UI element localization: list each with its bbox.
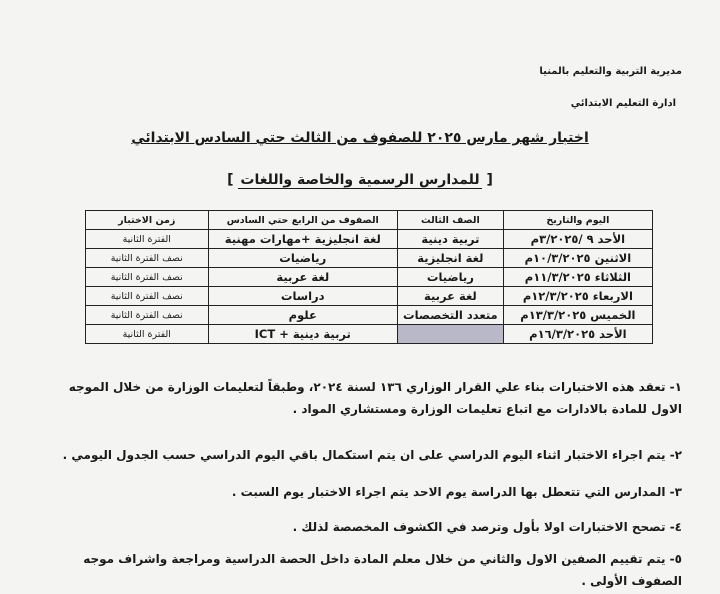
cell-grade-three: رياضيات xyxy=(397,268,503,287)
instruction-point-2: ٢- يتم اجراء الاختبار اثناء اليوم الدراسي على ان يتم استكمال باقي اليوم الدراسي حسب الجدول اليومي . xyxy=(62,448,682,462)
table-row xyxy=(86,268,653,287)
document-title: اختبار شهر مارس ٢٠٢٥ للصفوف من الثالث حتي السادس الابتدائي xyxy=(131,130,589,146)
cell-grade-three-empty xyxy=(397,325,503,344)
cell-grade-three: لغة عربية xyxy=(397,287,503,306)
header-exam-time: زمن الاختبار xyxy=(86,211,209,230)
table-row xyxy=(86,325,653,344)
document-subtitle: [ للمدارس الرسمية والخاصة واللغات ] xyxy=(227,172,493,188)
header-grade-three: الصف الثالث xyxy=(397,211,503,230)
cell-exam-time: نصف الفترة الثانية xyxy=(86,306,209,325)
cell-exam-time: الفترة الثانية xyxy=(86,230,209,249)
cell-grades-four-six: لغة انجليزية +مهارات مهنية xyxy=(208,230,397,249)
table-row xyxy=(86,249,653,268)
cell-grades-four-six: علوم xyxy=(208,306,397,325)
table-row xyxy=(86,287,653,306)
cell-exam-time: نصف الفترة الثانية xyxy=(86,249,209,268)
directorate-label: مديرية التربية والتعليم بالمنيا xyxy=(539,66,682,77)
cell-exam-time: نصف الفترة الثانية xyxy=(86,287,209,306)
cell-date: الأحد ١٦/٣/٢٠٢٥م xyxy=(503,325,652,344)
cell-grades-four-six: تربية دينية + ICT xyxy=(208,325,397,344)
cell-grade-three: متعدد التخصصات xyxy=(397,306,503,325)
cell-date: الخميس ١٣/٣/٢٠٢٥م xyxy=(503,306,652,325)
instruction-point-1: ١- تعقد هذه الاختبارات بناء علي القرار الوزاري ١٣٦ لسنة ٢٠٢٤، وطبقاً لتعليمات الوزارة من خلال الموجه الاول للمادة بالادارات مع اتباع تعليمات الوزارة ومستشاري المواد . xyxy=(68,380,682,416)
cell-date: الأحد ٩ /٣/٢٠٢٥م xyxy=(503,230,652,249)
department-label: ادارة التعليم الابتدائي xyxy=(570,98,676,109)
schedule-table xyxy=(85,210,653,344)
cell-grade-three: تربية دينية xyxy=(397,230,503,249)
cell-grades-four-six: دراسات xyxy=(208,287,397,306)
header-grades-four-six: الصفوف من الرابع حتي السادس xyxy=(208,211,397,230)
cell-date: الاثنين ١٠/٣/٢٠٢٥م xyxy=(503,249,652,268)
cell-grades-four-six: رياضيات xyxy=(208,249,397,268)
header-day-date: اليوم والتاريخ xyxy=(503,211,652,230)
cell-grade-three: لغة انجليزية xyxy=(397,249,503,268)
cell-date: الاربعاء ١٢/٣/٢٠٢٥م xyxy=(503,287,652,306)
table-header-row xyxy=(86,211,653,230)
instruction-point-5: ٥- يتم تقييم الصفين الاول والثاني من خلال معلم المادة داخل الحصة الدراسية ومراجعة واشراف موجه الصفوف الأولى . xyxy=(83,552,682,588)
table-row xyxy=(86,230,653,249)
cell-exam-time: نصف الفترة الثانية xyxy=(86,268,209,287)
subtitle-text: للمدارس الرسمية والخاصة واللغات xyxy=(240,172,480,188)
table-row xyxy=(86,306,653,325)
cell-exam-time: الفترة الثانية xyxy=(86,325,209,344)
cell-date: الثلاثاء ١١/٣/٢٠٢٥م xyxy=(503,268,652,287)
cell-grades-four-six: لغة عربية xyxy=(208,268,397,287)
instruction-point-3: ٣- المدارس التي تتعطل بها الدراسة يوم الاحد يتم اجراء الاختبار يوم السبت . xyxy=(231,485,682,499)
instruction-point-4: ٤- تصحح الاختبارات اولا بأول وترصد في الكشوف المخصصة لذلك . xyxy=(292,520,682,534)
